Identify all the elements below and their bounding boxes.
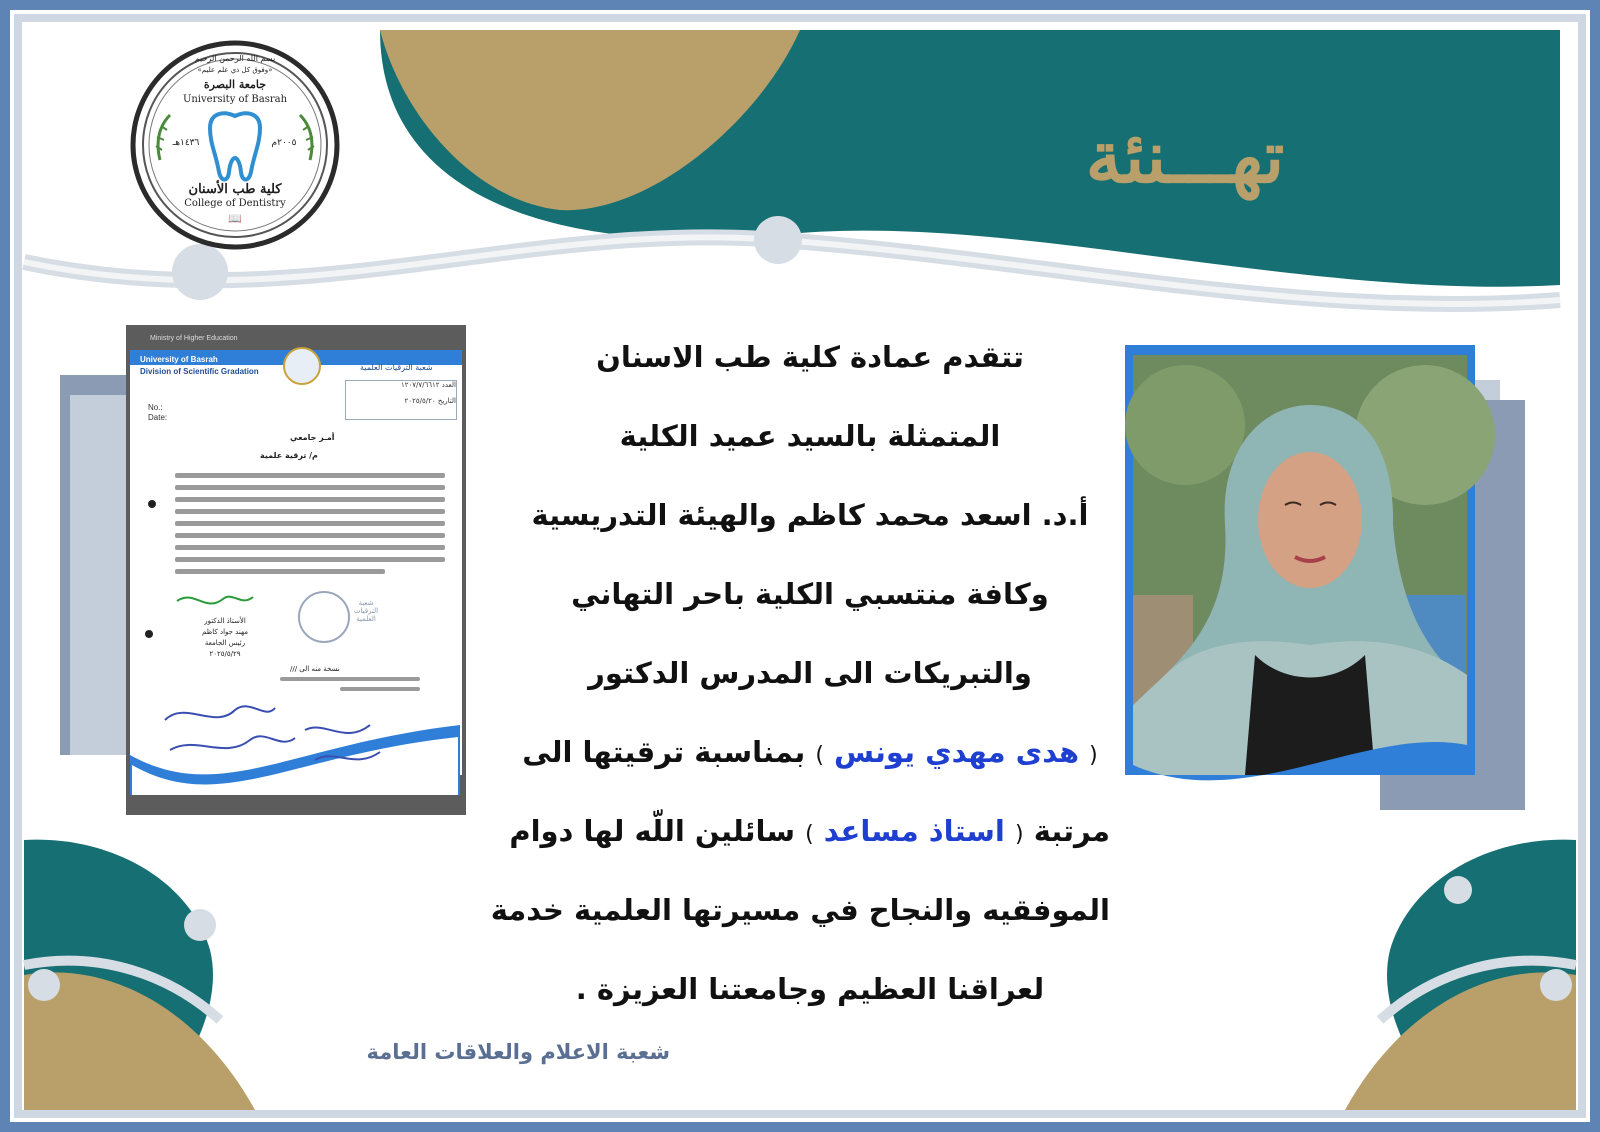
doc-text-line (175, 569, 385, 574)
doc-seal-icon (283, 347, 321, 385)
university-logo (130, 40, 340, 250)
logo-college-english: College of Dentistry (184, 198, 286, 209)
doc-text-line (175, 533, 445, 538)
doc-signer-name: مهند جواد كاظم (202, 628, 248, 636)
message-line-4: وكافة منتسبي الكلية باحر التهاني (571, 577, 1049, 611)
doc-number-box (345, 380, 457, 420)
message-line-7-prefix: مرتبة (1033, 814, 1110, 848)
honoree-name: هدى مهدي يونس (834, 735, 1080, 769)
message-line-9: لعراقنا العظيم وجامعتنا العزيزة . (575, 972, 1045, 1006)
doc-signature-icon (175, 587, 255, 617)
logo-english-name: University of Basrah (182, 94, 288, 105)
doc-text-line (175, 557, 445, 562)
doc-signer-date: ٢٠٢٥/٥/٢٩ (209, 650, 241, 658)
doc-division: Division of Scientific Gradation (140, 367, 259, 376)
doc-order-type: أمـر جامعي (290, 433, 335, 442)
logo-verse: «وفوق كل ذي علم عليم» (197, 66, 273, 74)
congratulation-message (490, 318, 1110, 1029)
message-line-8: الموفقيه والنجاح في مسيرتها العلمية خدمة (490, 893, 1110, 927)
doc-ar-division: شعبة الترقيات العلمية (360, 363, 433, 372)
honoree-photo-frame (1125, 345, 1555, 865)
book-icon: 📖 (228, 212, 242, 225)
message-line-7-rest: سائلين اللّه لها دوام (509, 814, 795, 848)
doc-text-line (175, 497, 445, 502)
doc-date-ar-label: التاريخ (437, 397, 456, 405)
doc-university: University of Basrah (140, 355, 218, 364)
doc-bullet-icon (145, 630, 153, 638)
doc-bullet-icon (148, 500, 156, 508)
doc-text-line (175, 521, 445, 526)
message-line-7: مرتبة ( استاذ مساعد ) سائلين اللّه لها دوام (509, 814, 1110, 848)
doc-ministry: Ministry of Higher Education (150, 335, 238, 342)
doc-signer-role: رئيس الجامعة (204, 639, 246, 647)
doc-text-line (175, 545, 445, 550)
honoree-photo-icon (1125, 345, 1555, 865)
doc-subject: م/ ترقية علمية (260, 451, 318, 460)
doc-copy-to: نسخة منه الى /// (290, 665, 340, 673)
message-line-3: أ.د. اسعد محمد كاظم والهيئة التدريسية (531, 498, 1089, 532)
logo-year-gregorian: ٢٠٠٥م (271, 138, 297, 148)
doc-stamp-icon (298, 591, 350, 643)
logo-college-arabic: كلية طب الأسنان (188, 182, 282, 197)
logo-year-hijri: ١٤٣٦هـ (172, 138, 200, 148)
doc-date-ar: ٢٠٢٥/٥/٢٠ (404, 397, 436, 405)
doc-text-line (175, 473, 445, 478)
doc-number-label: العدد (441, 381, 456, 389)
academic-rank: استاذ مساعد (823, 814, 1005, 848)
doc-text-line (175, 509, 445, 514)
doc-text-line (175, 485, 445, 490)
doc-handwritten-signature-icon (155, 690, 395, 780)
footer-department: شعبة الاعلام والعلاقات العامة (366, 1040, 670, 1064)
doc-text-line (280, 677, 420, 681)
message-line-6: ( هدى مهدي يونس ) بمناسبة ترقيتها الى (522, 735, 1098, 769)
logo-arabic-name: جامعة البصرة (203, 78, 267, 91)
doc-stamp-text: شعبة الترقيات العلمية (353, 599, 379, 623)
doc-no-label: No.: (148, 403, 163, 412)
doc-date-label: Date: (148, 413, 168, 422)
message-line-6-rest: بمناسبة ترقيتها الى (522, 735, 806, 769)
logo-basmala: بسم الله الرحمن الرحيم (194, 54, 276, 63)
message-line-1: تتقدم عمادة كلية طب الاسنان (596, 340, 1024, 374)
official-document-image (60, 325, 490, 845)
page-title: تهـــنئة (1085, 114, 1285, 199)
doc-signer-title: الأستاذ الدكتور (204, 617, 246, 625)
message-line-2: المتمثلة بالسيد عميد الكلية (619, 419, 1001, 453)
doc-number: ١٢٠٧/٧/٦٦١٢ (400, 381, 440, 389)
message-line-5: والتبريكات الى المدرس الدكتور (588, 656, 1032, 690)
